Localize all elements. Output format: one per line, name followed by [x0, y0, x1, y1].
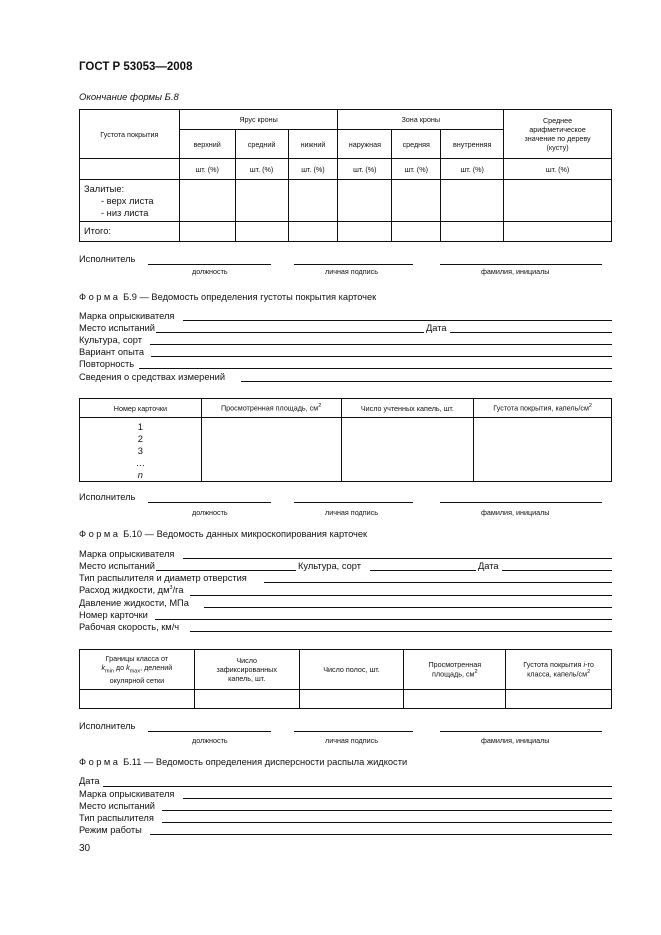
card-row: 2: [137, 434, 143, 444]
b9-place-field[interactable]: [156, 332, 424, 333]
b10-culture-label: Культура, сорт: [298, 561, 361, 571]
form-b10-table: [79, 649, 612, 709]
b11-nozzle-label: Тип распылителя: [79, 813, 154, 823]
zone-header: Зона кроны: [338, 110, 504, 130]
name-caption: фамилия, инициалы: [481, 508, 550, 517]
flooded-cell: [80, 180, 180, 222]
tier-header: Ярус кроны: [179, 110, 338, 130]
inner-header: внутренняя: [441, 130, 504, 159]
b9-repeat-field[interactable]: [139, 368, 612, 369]
position-line[interactable]: [148, 264, 271, 265]
card-numbers-cell: [80, 418, 202, 482]
b10-pressure-field[interactable]: [204, 607, 612, 608]
b9-instruments-label: Сведения о средствах измерений: [79, 372, 226, 382]
b9-variant-field[interactable]: [151, 356, 612, 357]
name-line[interactable]: [440, 502, 602, 503]
b10-place-field[interactable]: [156, 570, 296, 571]
mid-zone-header: средняя: [392, 130, 441, 159]
b11-sprayer-label: Марка опрыскивателя: [79, 789, 175, 799]
b10-date-field[interactable]: [502, 570, 612, 571]
form-b10-title: Форма Б.10 — Ведомость данных микроскопирования карточек: [79, 529, 368, 539]
signature-line[interactable]: [294, 264, 413, 265]
mean-header: Среднее арифметическое значение по дереву (кусту): [504, 110, 612, 159]
page-number: 30: [79, 843, 91, 854]
b9-place-label: Место испытаний: [79, 323, 155, 333]
b11-mode-label: Режим работы: [79, 825, 142, 835]
b9-date-field[interactable]: [450, 332, 612, 333]
signature-line[interactable]: [294, 731, 413, 732]
b10-rate-label: Расход жидкости, $дм^3/га$: [79, 585, 184, 596]
b9-culture-label: Культура, сорт: [79, 335, 142, 345]
flooded-label: Залитые:: [84, 184, 125, 194]
fixed-drops-header: Число зафиксированных капель, шт.: [194, 650, 299, 690]
b11-nozzle-field[interactable]: [162, 822, 612, 823]
b10-place-label: Место испытаний: [79, 561, 155, 571]
drops-count-header: Число учтенных капель, шт.: [341, 399, 474, 418]
b9-sprayer-field[interactable]: [183, 320, 612, 321]
name-line[interactable]: [440, 731, 602, 732]
b10-rate-field[interactable]: [190, 595, 612, 596]
card-row: 3: [137, 446, 143, 456]
unit-cell: шт. (%): [288, 159, 338, 180]
viewed-area-header: Просмотренная площадь, $см^2$: [404, 650, 506, 690]
card-row: n: [137, 470, 143, 480]
upper-header: верхний: [179, 130, 235, 159]
name-caption: фамилия, инициалы: [481, 267, 550, 276]
b10-pressure-label: Давление жидкости, МПа: [79, 598, 189, 608]
b9-sprayer-label: Марка опрыскивателя: [79, 311, 175, 321]
position-caption: должность: [192, 508, 228, 517]
outer-header: наружная: [338, 130, 392, 159]
name-caption: фамилия, инициалы: [481, 736, 550, 745]
signature-line[interactable]: [294, 502, 413, 503]
executor-label: Исполнитель: [79, 721, 136, 731]
signature-caption: личная подпись: [325, 267, 378, 276]
middle-header: средний: [235, 130, 288, 159]
name-line[interactable]: [440, 264, 602, 265]
unit-cell: шт. (%): [441, 159, 504, 180]
b11-mode-field[interactable]: [150, 834, 612, 835]
b10-nozzle-label: Тип распылителя и диаметр отверстия: [79, 573, 247, 583]
b9-culture-field[interactable]: [150, 344, 612, 345]
b11-date-field[interactable]: [103, 786, 612, 787]
density-header: Густота покрытия, капель/$см^2$: [474, 399, 612, 418]
b9-repeat-label: Повторность: [79, 359, 135, 369]
unit-cell: шт. (%): [235, 159, 288, 180]
form-b9-title: Форма Б.9 — Ведомость определения густоты покрытия карточек: [79, 292, 377, 302]
position-caption: должность: [192, 267, 228, 276]
card-row: …: [135, 458, 146, 468]
position-line[interactable]: [148, 731, 271, 732]
b11-place-label: Место испытаний: [79, 801, 155, 811]
position-caption: должность: [192, 736, 228, 745]
density-header: Густота покрытия: [80, 110, 180, 159]
b11-place-field[interactable]: [162, 810, 612, 811]
stripes-header: Число полос, шт.: [299, 650, 404, 690]
b11-sprayer-field[interactable]: [183, 798, 612, 799]
class-density-header: Густота покрытия i-го класса, капель/$см^2$: [506, 650, 612, 690]
card-number-header: Номер карточки: [80, 399, 202, 418]
b10-card-label: Номер карточки: [79, 610, 148, 620]
b10-speed-label: Рабочая скорость, км/ч: [79, 622, 180, 632]
leaf-top-label: - верх листа: [101, 196, 154, 207]
unit-cell: шт. (%): [504, 159, 612, 180]
signature-caption: личная подпись: [325, 508, 378, 517]
form-b9-table: [79, 398, 612, 482]
b10-culture-field[interactable]: [370, 570, 476, 571]
unit-cell: шт. (%): [179, 159, 235, 180]
b10-date-label: Дата: [478, 561, 499, 571]
document-header: ГОСТ Р 53053—2008: [79, 61, 193, 73]
empty-cell: [80, 159, 180, 180]
b10-speed-field[interactable]: [190, 631, 612, 632]
b9-variant-label: Вариант опыта: [79, 347, 145, 357]
form-b8-caption: Окончание формы Б.8: [79, 92, 179, 103]
unit-cell: шт. (%): [392, 159, 441, 180]
b10-nozzle-field[interactable]: [264, 582, 612, 583]
b10-sprayer-label: Марка опрыскивателя: [79, 549, 175, 559]
b10-sprayer-field[interactable]: [183, 558, 612, 559]
lower-header: нижний: [288, 130, 338, 159]
class-bounds-header: Границы класса от $k_{min}$ до $k_{max}$, делений окулярной сетки: [80, 650, 195, 690]
b9-instruments-field[interactable]: [241, 381, 612, 382]
b9-date-label: Дата: [426, 323, 447, 333]
form-b11-title: Форма Б.11 — Ведомость определения дисперсности распыла жидкости: [79, 757, 408, 767]
card-row: 1: [137, 422, 143, 432]
executor-label: Исполнитель: [79, 492, 136, 502]
total-label: Итого:: [80, 222, 180, 242]
b11-date-label: Дата: [79, 776, 100, 786]
b10-card-field[interactable]: [155, 619, 612, 620]
executor-label: Исполнитель: [79, 254, 136, 264]
leaf-bottom-label: - низ листа: [101, 208, 149, 219]
position-line[interactable]: [148, 502, 271, 503]
unit-cell: шт. (%): [338, 159, 392, 180]
form-b8-table: [79, 109, 612, 242]
signature-caption: личная подпись: [325, 736, 378, 745]
viewed-area-header: Просмотренная площадь, $см^2$: [201, 399, 341, 418]
